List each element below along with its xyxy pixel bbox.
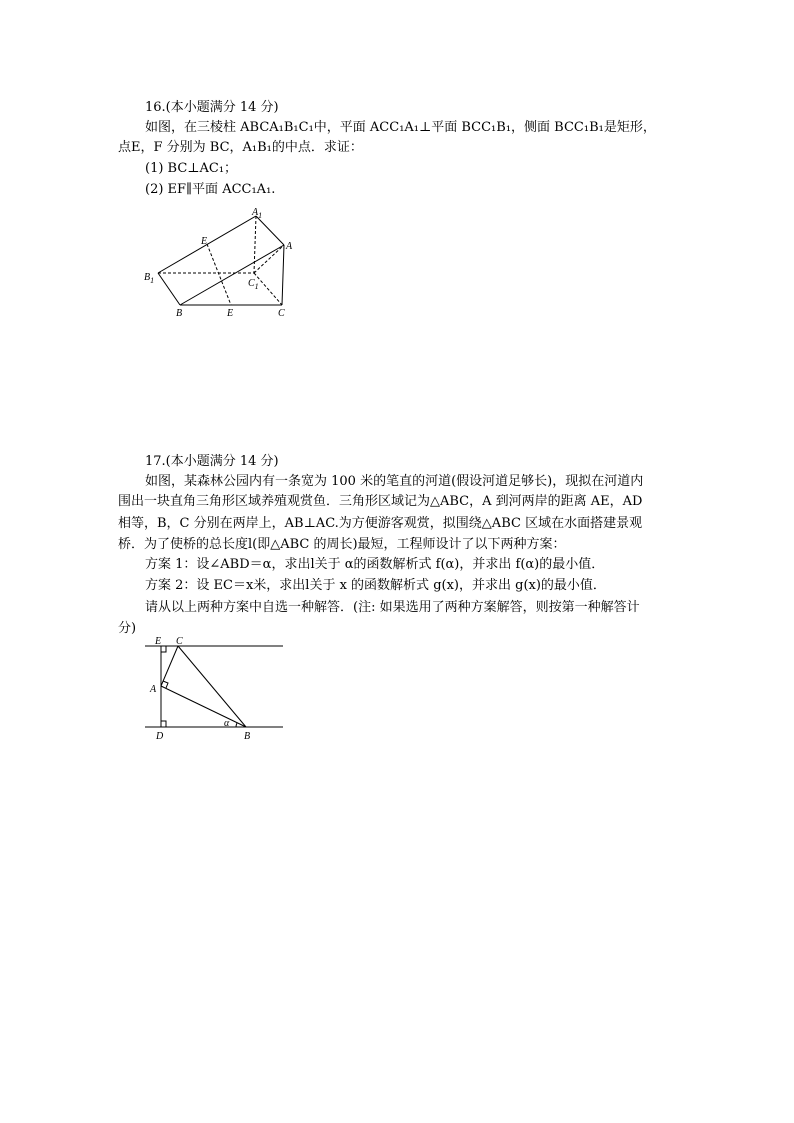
right-angle-d — [161, 721, 166, 727]
q17-line-3: 相等，B，C 分别在两岸上，AB⊥AC.为方便游客观赏，拟围绕△ABC 区域在水面搭建景观 — [118, 516, 643, 531]
label-c: C — [278, 308, 285, 319]
side-cb — [178, 646, 246, 727]
label-e-bottom: E — [227, 308, 234, 319]
label-a1: $A_1$ — [252, 207, 263, 220]
label-c1: $C_1$ — [248, 278, 259, 291]
edge-a1-a — [256, 216, 284, 245]
q16-part-2: (2) EF∥平面 ACC₁A₁. — [145, 182, 276, 197]
edge-b-a — [180, 245, 284, 305]
segment-ef-hidden — [207, 244, 231, 305]
label-e: E — [155, 636, 162, 647]
edge-b1-b — [158, 273, 180, 305]
q16-header: 16.(本小题满分 14 分) — [145, 100, 279, 115]
q17-line-1: 如图，某森林公园内有一条宽为 100 米的笔直的河道(假设河道足够长)，现拟在河道内 — [145, 474, 644, 489]
angle-alpha-arc — [236, 723, 237, 727]
q16-line-1: 如图，在三棱柱 ABCA₁B₁C₁中，平面 ACC₁A₁⊥平面 BCC₁B₁，侧面 BCC₁B₁是矩形， — [145, 120, 656, 135]
edge-c1-a-hidden — [254, 245, 284, 273]
label-b: B — [176, 308, 183, 319]
q17-line-8: 分) — [118, 621, 137, 636]
edge-a1-c1-hidden — [254, 216, 256, 273]
q16-part-1: (1) BC⊥AC₁； — [145, 161, 238, 176]
q16-prism-figure — [140, 205, 300, 320]
q17-line-2: 围出一块直角三角形区域养殖观赏鱼．三角形区域记为△ABC，A 到河两岸的距离 AE，AD — [118, 494, 643, 509]
label-c: C — [176, 636, 183, 647]
q17-plan-1: 方案 1：设∠ABD＝α，求出l关于 α的函数解析式 f(α)，并求出 f(α)的最小值． — [145, 557, 605, 572]
label-d: D — [156, 731, 164, 742]
q17-line-7: 请从以上两种方案中自选一种解答．(注: 如果选用了两种方案解答，则按第一种解答计 — [145, 600, 640, 615]
q17-header: 17.(本小题满分 14 分) — [145, 454, 279, 469]
q17-plan-2: 方案 2：设 EC＝x米，求出l关于 x 的函数解析式 g(x)，并求出 g(x)的最小值． — [145, 578, 606, 593]
label-b: B — [244, 731, 251, 742]
label-alpha: α — [224, 718, 230, 729]
label-a: A — [286, 241, 293, 252]
q17-line-4: 桥．为了使桥的总长度l(即△ABC 的周长)最短，工程师设计了以下两种方案： — [118, 537, 566, 552]
q16-line-2: 点E，F 分别为 BC，A₁B₁的中点．求证： — [118, 140, 363, 155]
label-a: A — [150, 684, 157, 695]
side-ab — [161, 686, 246, 727]
right-angle-e — [161, 646, 166, 652]
label-e-top: E — [201, 236, 208, 247]
q17-river-figure — [140, 632, 290, 744]
label-b1: $B_1$ — [144, 272, 155, 285]
edge-c-a — [282, 245, 284, 305]
